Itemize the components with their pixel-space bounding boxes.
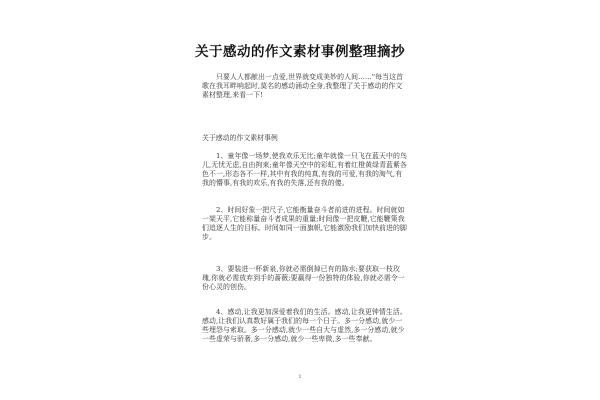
- example-item-3: 3、要装进一杯新泉,你就必需倒掉已有的陈水;要获取一枝玫瑰,你就必需放弃到手的蔷薇;要赢得一份独特的体验,你就必需令一份心灵的创伤。: [202, 265, 405, 292]
- intro-text: 只要人人都献出一点爱,世界就变成美妙的人间......"每当这首歌在我耳畔响起时,莫名的感动涌动全身,我整理了关于感动的作文素材整理,来看一下!: [202, 73, 404, 100]
- example-item-1: 1、童年像一场梦,使我欢乐无比;童年就像一只飞在蓝天中的鸟儿,无忧无虑,自由拘束;童年像天空中的彩虹,有着红橙黄绿青蓝紫各色不一,形态各不一样,其中有我的纯真,有我的可爱,有我的淘气,有我的懵事,有我的欢乐,有我的失落,还有我的傻。: [202, 152, 408, 188]
- section-heading: 关于感动的作文素材事例: [202, 134, 278, 142]
- document-title: 关于感动的作文素材事例整理摘抄: [195, 44, 405, 60]
- page-number: 1: [298, 374, 302, 380]
- example-item-4: 4、感动,让我更加深爱着我们的生活。感动,让我更钟情生活。感动,让我们认真数好属于我们的每一个日子。多一分感动,就少一些埋怨与索取。多一分感动,就少一些自大与虚然,多一分感动,就少一些虚荣与骄奢,多一分感动,就少一些卑微,多一些奉献。: [202, 308, 407, 344]
- intro-paragraph: [202, 73, 408, 103]
- example-item-2: 2、时间好象一把尺子,它能衡量奋斗者前进的进程。时间就如一架天平,它能称量奋斗者成果的重量;时间像一把皮鞭,它能鞭策我们追逐人生的目标。时间如同一面旗帜,它能激励我们加快前进的脚步。: [202, 206, 408, 242]
